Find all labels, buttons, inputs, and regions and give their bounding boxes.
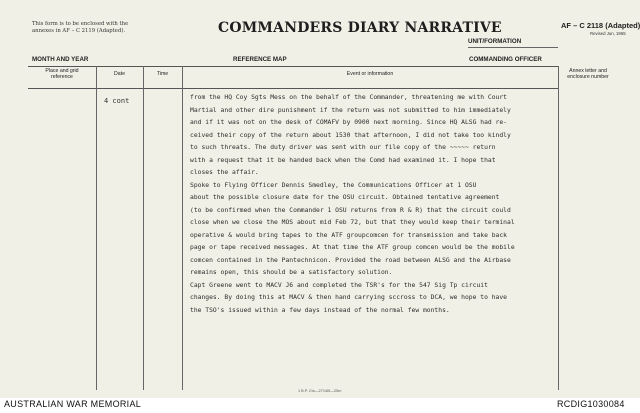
column-header-annex (558, 68, 618, 80)
commanding-officer-label: COMMANDING OFFICER (469, 56, 542, 63)
column-divider-2 (143, 66, 144, 390)
column-header-place (28, 68, 96, 80)
form-number (561, 21, 640, 30)
entry-date: 4 cont (104, 97, 130, 105)
column-header-time: Time (156, 71, 169, 77)
form-note-line-2: annexes in AF – C 2119 (Adapted). (32, 28, 126, 34)
unit-formation-label: UNIT/FORMATION (468, 38, 522, 45)
column-divider-3 (182, 66, 183, 390)
narrative-line: comcen contained in the Pantechnicon. Provided the road between ALSG and the Airbase (190, 256, 511, 264)
page-title: COMMANDERS DIARY NARRATIVE (218, 20, 502, 36)
column-header-annex-line-2: enclosure number (567, 74, 609, 80)
narrative-line: Capt Greene went to MACV J6 and completed the TSR's for the 547 Sig Tp circuit (190, 281, 488, 289)
column-divider-1 (96, 66, 97, 390)
entry-narrative (190, 92, 558, 317)
narrative-line: remains open, this should be a satisfactory solution. (190, 269, 393, 276)
column-header-place-line-2: reference (51, 74, 73, 80)
month-year-label: MONTH AND YEAR (32, 56, 89, 63)
narrative-line: about the possible closure date for the OSU circuit. Obtained tentative agreement (190, 194, 500, 201)
narrative-line: the TSO's issued within a few days instead of the normal few months. (190, 306, 450, 314)
column-header-date: Date (114, 71, 125, 77)
print-mark: 1 B.P. Cto—271/65—25m (298, 389, 342, 393)
narrative-line: Martial and other dire punishment if the return was not submitted to him immediately (190, 106, 511, 114)
column-header-annex-line-1: Annex letter and (569, 68, 607, 74)
form-number-adapted: (Adapted) (605, 21, 640, 30)
narrative-line: closes the affair. (190, 169, 259, 176)
narrative-line: with a request that it be handed back when the Comd had examined it. I hope that (190, 156, 496, 164)
revised-date: Revised Jun, 1965 (590, 31, 626, 36)
narrative-line: (to be confirmed when the Commander 1 OSU returns from R & R) that the circuit could (190, 206, 511, 214)
form-number-code: AF – C 2118 (561, 21, 604, 30)
narrative-line: from the HQ Coy Sgts Mess on the behalf of the Commander, threatening me with Court (190, 94, 507, 101)
narrative-line: close when we close the MOS about mid Feb 72, but that they would keep their terminal (190, 219, 515, 226)
unit-formation-line (468, 47, 558, 48)
narrative-line: Spoke to Flying Officer Dennis Smedley, the Communications Officer at 1 OSU (190, 181, 477, 189)
archive-credit: AUSTRALIAN WAR MEMORIAL (4, 399, 142, 409)
column-divider-4 (558, 66, 559, 390)
form-note (32, 21, 128, 35)
column-header-place-line-1: Place and grid (45, 68, 79, 74)
narrative-line: to such threats. The duty driver was sent with our file copy of the ~~~~~ return (190, 144, 496, 151)
column-header-event: Event or information (346, 71, 394, 77)
narrative-line: and if it was not on the desk of COMAFV by 0900 next morning. Since HQ ALSG had re- (190, 119, 507, 126)
header-rule-top (28, 66, 558, 67)
narrative-line: operative & would bring tapes to the ATF groupcomcen for transmission and take back (190, 231, 507, 239)
header-rule-bottom (28, 88, 558, 89)
form-note-line-1: This form is to be enclosed with the (32, 21, 129, 27)
narrative-line: changes. By doing this at MACV & then hand carrying sccross to DCA, we hope to have (190, 294, 507, 301)
narrative-line: ceived their copy of the return about 1530 that afternoon, I did not take too kindly (190, 131, 511, 139)
reference-map-label: REFERENCE MAP (233, 56, 287, 63)
archive-reference: RCDIG1030084 (557, 399, 625, 409)
narrative-line: page or tape received messages. At that time the ATF group comcen would be the mobile (190, 244, 515, 251)
